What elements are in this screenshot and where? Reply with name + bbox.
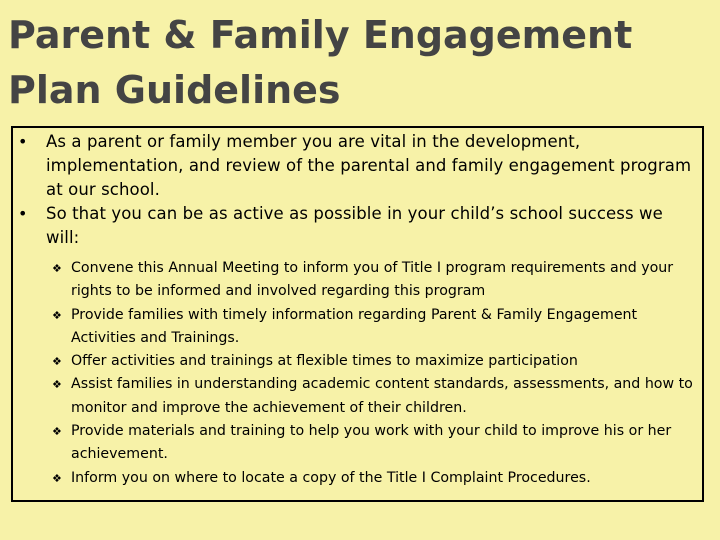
bullet-item bbox=[18, 202, 698, 250]
bullet-text: So that you can be as active as possible in your child’s school success we will: bbox=[46, 204, 663, 247]
diamond-bullet-icon: ❖ bbox=[52, 262, 62, 275]
sub-bullet-text: Convene this Annual Meeting to inform you of Title I program requirements and your rights to be informed and involved regarding this program bbox=[71, 260, 674, 300]
bullet-icon: • bbox=[18, 132, 28, 151]
diamond-bullet-icon: ❖ bbox=[52, 355, 62, 369]
sub-bullet-item bbox=[52, 467, 700, 490]
sub-bullet-text: Inform you on where to locate a copy of the Title I Complaint Procedures. bbox=[71, 469, 591, 486]
sub-bullet-item bbox=[52, 257, 700, 304]
diamond-bullet-icon: ❖ bbox=[52, 378, 62, 392]
diamond-bullet-icon: ❖ bbox=[52, 308, 62, 322]
bullet-list bbox=[18, 130, 698, 250]
diamond-bullet-icon: ❖ bbox=[52, 471, 62, 485]
diamond-bullet-icon: ❖ bbox=[52, 425, 62, 439]
sub-bullet-text: Provide families with timely information regarding Parent & Family Engagement Activities and Trainings. bbox=[71, 306, 638, 346]
sub-bullet-text: Offer activities and trainings at flexible times to maximize participation bbox=[71, 353, 578, 370]
sub-bullet-list bbox=[52, 257, 700, 490]
sub-bullet-text: Provide materials and training to help you work with your child to improve his or her achievement. bbox=[71, 423, 672, 463]
sub-bullet-item bbox=[52, 373, 700, 420]
bullet-item bbox=[18, 130, 698, 202]
bullet-icon: • bbox=[18, 204, 28, 223]
slide-title: Parent & Family Engagement Plan Guidelines bbox=[8, 13, 633, 112]
sub-bullet-item bbox=[52, 304, 700, 351]
sub-bullet-item bbox=[52, 420, 700, 467]
sub-bullet-text: Assist families in understanding academic content standards, assessments, and how to monitor and improve the achievement of their children. bbox=[71, 376, 693, 416]
sub-bullet-item bbox=[52, 350, 700, 373]
bullet-text: As a parent or family member you are vital in the development, implementation, and review of the parental and family engagement program at our school. bbox=[46, 132, 692, 199]
